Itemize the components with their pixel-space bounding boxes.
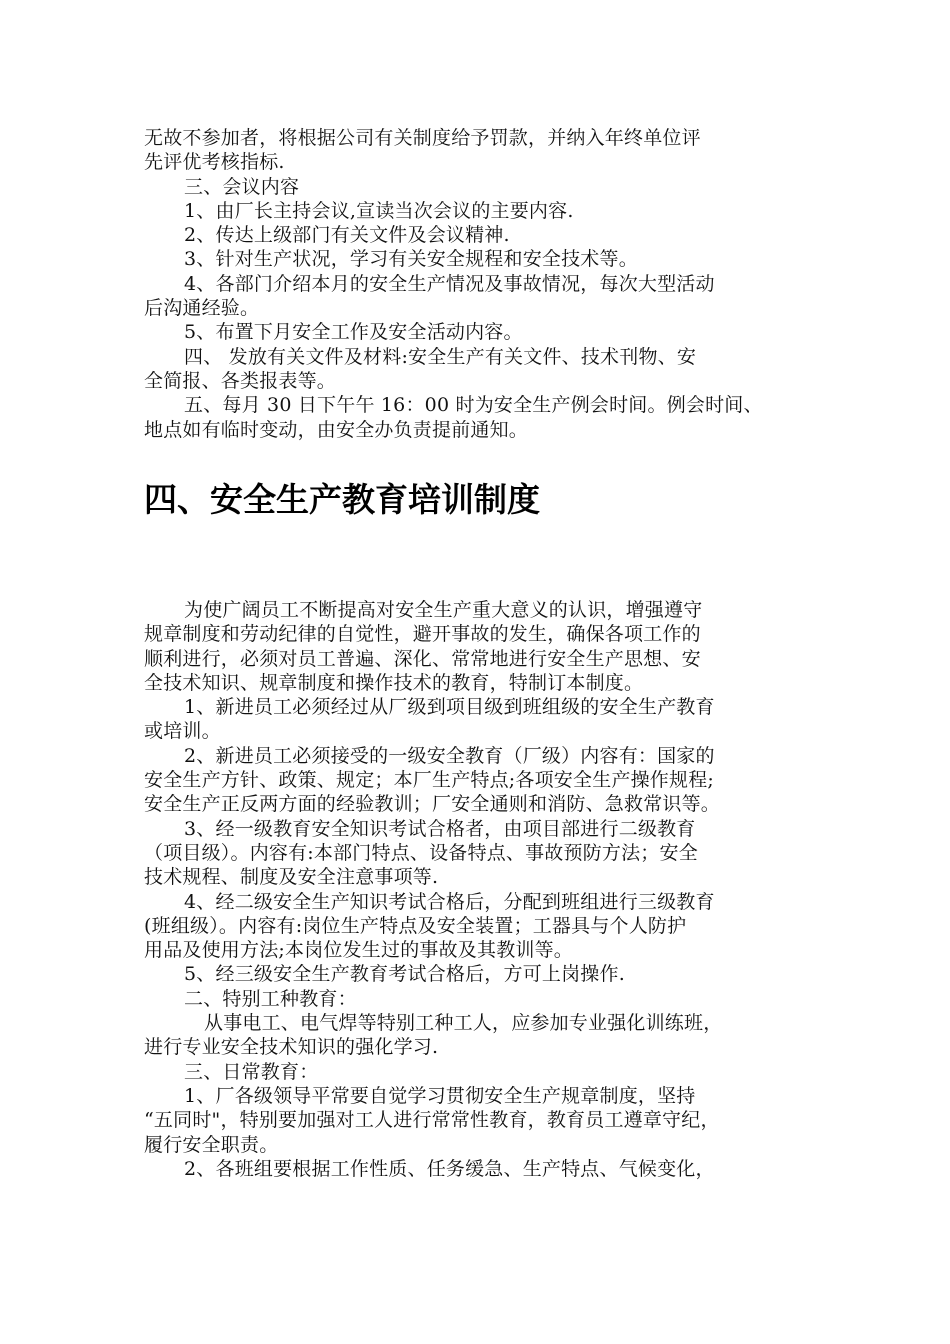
meeting-content-section	[144, 126, 824, 442]
text-line: 4、各部门介绍本月的安全生产情况及事故情况，每次大型活动	[184, 272, 715, 295]
text-line: “五同时"，特别要加强对工人进行常常性教育，教育员工遵章守纪，	[144, 1109, 720, 1132]
text-line: (班组级）。内容有:岗位生产特点及安全装置；工器具与个人防护	[144, 914, 687, 937]
text-line: 5、经三级安全生产教育考试合格后，方可上岗操作.	[184, 963, 625, 986]
text-line: 顺利进行，必须对员工普遍、深化、常常地进行安全生产思想、安	[144, 647, 701, 670]
text-line: 四、 发放有关文件及材料:安全生产有关文件、技术刊物、安	[184, 345, 697, 368]
text-line: 安全生产正反两方面的经验教训；厂安全通则和消防、急救常识等。	[144, 793, 721, 816]
text-line: 3、针对生产状况，学习有关安全规程和安全技术等。	[184, 248, 638, 271]
subheading-meeting-content: 三、会议内容	[184, 175, 300, 198]
text-line: 安全生产方针、政策、规定；本厂生产特点;各项安全生产操作规程;	[144, 769, 715, 792]
text-line: 无故不参加者，将根据公司有关制度给予罚款，并纳入年终单位评	[144, 127, 701, 149]
text-line: 4、经二级安全生产知识考试合格后，分配到班组进行三级教育	[184, 890, 715, 913]
text-line: 1、新进员工必须经过从厂级到项目级到班组级的安全生产教育	[184, 696, 715, 719]
subheading-special-training: 二、特别工种教育：	[184, 987, 357, 1010]
text-line: 先评优考核指标.	[144, 151, 285, 174]
text-line: 进行专业安全技术知识的强化学习.	[144, 1036, 439, 1059]
text-line: 5、布置下月安全工作及安全活动内容。	[184, 321, 523, 344]
text-line: 3、经一级教育安全知识考试合格者，由项目部进行二级教育	[184, 817, 696, 840]
text-line: 技术规程、制度及安全注意事项等.	[144, 866, 439, 889]
text-line: 规章制度和劳动纪律的自觉性，避开事故的发生，确保各项工作的	[144, 623, 701, 646]
training-system-section	[144, 598, 824, 1181]
text-line: 五、每月 30 日下午午 16：00 时为安全生产例会时间。例会时间、	[184, 394, 763, 417]
text-line: 2、各班组要根据工作性质、任务缓急、生产特点、气候变化，	[184, 1157, 715, 1180]
text-line: 全技术知识、规章制度和操作技术的教育，特制订本制度。	[144, 671, 644, 694]
text-line: 地点如有临时变动，由安全办负责提前通知。	[144, 418, 529, 441]
text-line: 用品及使用方法;本岗位发生过的事故及其教训等。	[144, 939, 574, 962]
text-line: 2、传达上级部门有关文件及会议精神.	[184, 224, 510, 247]
text-line: 或培训。	[144, 720, 221, 743]
text-line: （项目级）。内容有:本部门特点、设备特点、事故预防方法；安全	[144, 841, 698, 864]
text-line: 为使广阔员工不断提高对安全生产重大意义的认识，增强遵守	[184, 599, 703, 621]
text-line: 1、由厂长主持会议,宣读当次会议的主要内容.	[184, 199, 574, 222]
text-line: 2、新进员工必须接受的一级安全教育（厂级）内容有：国家的	[184, 744, 715, 767]
subheading-daily-training: 三、日常教育：	[184, 1060, 319, 1083]
section-heading: 四、安全生产教育培训制度	[144, 480, 540, 519]
text-line: 后沟通经验。	[144, 297, 260, 320]
text-line: 全简报、各类报表等。	[144, 369, 337, 392]
text-line: 从事电工、电气焊等特别工种工人，应参加专业强化训练班，	[204, 1012, 723, 1035]
text-line: 履行安全职责。	[144, 1133, 279, 1156]
text-line: 1、厂各级领导平常要自觉学习贯彻安全生产规章制度，坚持	[184, 1084, 696, 1107]
